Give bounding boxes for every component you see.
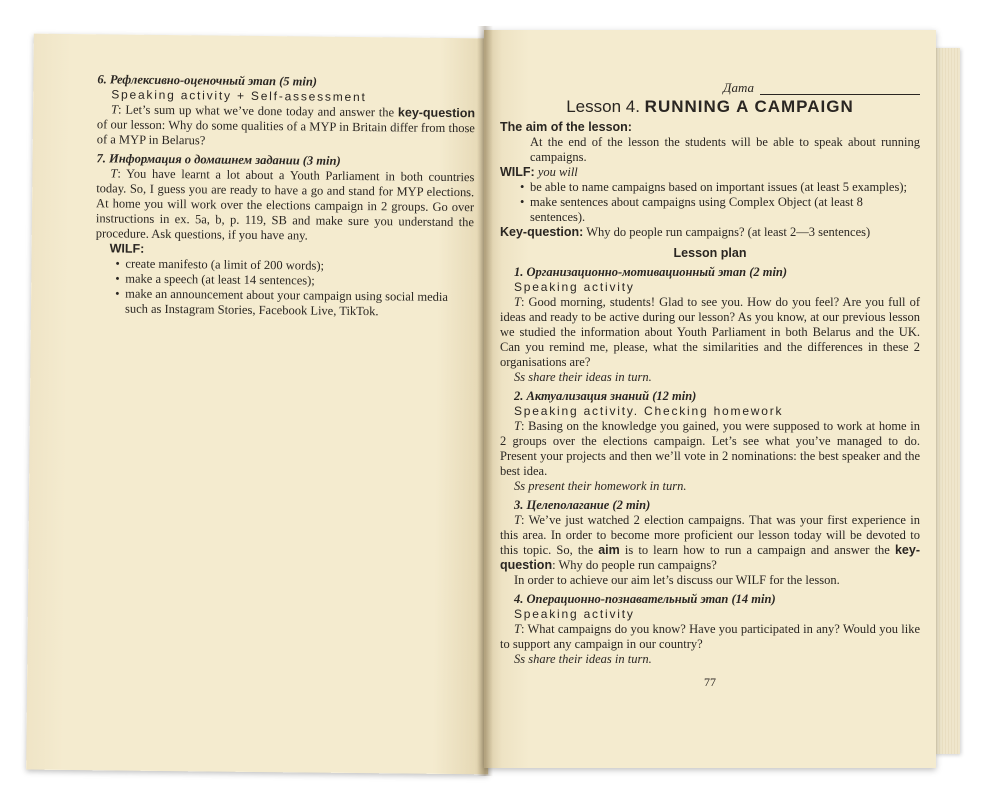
stage1-text: : Good morning, students! Glad to see you. How do you feel? Are you full of ideas and ready to be active during our lesson? As you know, at our previous lesson we studied the information about Youth Parliament in both Belarus and the UK. Can you remind me, please, what the similarities and the differences in these 2 organisations are?	[500, 295, 920, 369]
book-gutter	[477, 26, 493, 776]
wilf-list	[500, 180, 920, 225]
stage3-text-b: is to learn how to run a campaign and answer the	[619, 543, 895, 557]
stage2-activity: Speaking activity. Checking homework	[514, 404, 784, 418]
key-question-label: Key-question:	[500, 225, 584, 239]
stage6-key-question: key-question	[397, 105, 476, 121]
wilf-line	[500, 165, 920, 180]
page-edges	[934, 48, 960, 754]
aim-label: The aim of the lesson:	[500, 120, 632, 134]
teacher-marker: T	[514, 622, 521, 636]
stage2-text: : Basing on the knowledge you gained, you were supposed to work at home in 2 groups over the elections campaign. Let’s see what you’ve managed to do. Present your projects and then we’ll vote in 2 nominations: the best speaker and the best idea.	[500, 419, 920, 478]
stage2-title: 2. Актуализация знаний (12 min)	[514, 389, 697, 403]
teacher-marker: T	[514, 295, 521, 309]
stage3-aim: aim	[598, 543, 620, 557]
stage4-title: 4. Операционно-познавательный этап (14 min)	[514, 592, 776, 606]
stage1-paragraph	[500, 295, 920, 370]
list-item: • make an announcement about your campaign using social media such as Instagram Stories, Facebook Live, TikTok.	[125, 287, 473, 321]
lesson-prefix: Lesson 4.	[566, 97, 645, 116]
wilf-sub: you will	[534, 165, 578, 179]
stage7-title: 7. Информация о домашнем задании (3 min)	[96, 151, 341, 168]
left-page-content	[95, 72, 476, 320]
page-number: 77	[704, 675, 716, 689]
lesson-plan-title: Lesson plan	[673, 246, 747, 260]
date-line	[500, 80, 920, 95]
wilf-label: WILF:	[109, 241, 145, 256]
date-label: Дата	[723, 80, 754, 95]
stage6-text-a: : Let’s sum up what we’ve done today and answer the	[117, 102, 399, 120]
stage6-title: 6. Рефлексивно-оценочный этап (5 min)	[97, 72, 318, 89]
key-question-line	[500, 225, 920, 240]
lesson-name: RUNNING A CAMPAIGN	[644, 97, 854, 116]
teacher-marker: T	[110, 166, 118, 181]
stage7-text: : You have learnt a lot about a Youth Parliament in both countries today. So, I guess you are ready to have a go and stand for MYP elections. At home you will work over the elections campaign in 2 groups. Go over instructions in ex. 5a, b, p. 119, SB and make sure you understand the procedure. Ask questions, if you have any.	[95, 166, 475, 243]
date-rule	[760, 94, 920, 95]
aim-text: At the end of the lesson the students will be able to speak about running campaigns.	[530, 135, 920, 164]
left-page	[26, 34, 496, 775]
wilf-list	[95, 256, 474, 320]
stage3-title: 3. Целеполагание (2 min)	[514, 498, 651, 512]
right-page-content	[500, 80, 920, 690]
stage2-paragraph	[500, 419, 920, 479]
stage1-activity: Speaking activity	[514, 280, 635, 294]
stage1-title: 1. Организационно-мотивационный этап (2 min)	[514, 265, 788, 279]
wilf-label: WILF:	[500, 165, 535, 179]
stage3-text-c: : Why do people run campaigns?	[552, 558, 717, 572]
stage1-students: Ss share their ideas in turn.	[514, 370, 652, 384]
stage6-paragraph	[97, 102, 475, 151]
stage3-text-a: : We’ve just watched 2 election campaigns. That was your first experience in this area. In order to become more proficient our lesson today will be devoted to this topic. So, the	[500, 513, 920, 557]
list-item: • make a speech (at least 14 sentences);	[125, 272, 473, 291]
stage7-paragraph	[96, 166, 475, 245]
stage4-paragraph	[500, 622, 920, 652]
stage3-key-question: key-question	[500, 543, 920, 572]
teacher-marker: T	[111, 102, 119, 117]
teacher-marker: T	[514, 419, 521, 433]
key-question-text: Why do people run campaigns? (at least 2—3 sentences)	[583, 225, 871, 239]
stage4-activity: Speaking activity	[514, 607, 635, 621]
list-item: • be able to name campaigns based on important issues (at least 5 examples);	[530, 180, 920, 195]
stage3-paragraph-2: In order to achieve our aim let’s discuss our WILF for the lesson.	[514, 573, 840, 587]
stage6-activity: Speaking activity + Self-assessment	[111, 87, 367, 105]
lesson-title	[500, 99, 920, 114]
teacher-marker: T	[514, 513, 521, 527]
open-book	[22, 20, 972, 782]
stage3-paragraph	[500, 513, 920, 573]
stage4-students: Ss share their ideas in turn.	[514, 652, 652, 666]
stage6-text-b: of our lesson: Why do some qualities of a MYP in Britain differ from those of a MYP in Belarus?	[96, 117, 475, 148]
right-page	[484, 30, 936, 768]
list-item: • make sentences about campaigns using Complex Object (at least 8 sentences).	[530, 195, 920, 225]
list-item: • create manifesto (a limit of 200 words);	[125, 257, 473, 276]
stage2-students: Ss present their homework in turn.	[514, 479, 687, 493]
stage4-text: : What campaigns do you know? Have you participated in any? Would you like to support any campaign in our country?	[500, 622, 920, 651]
